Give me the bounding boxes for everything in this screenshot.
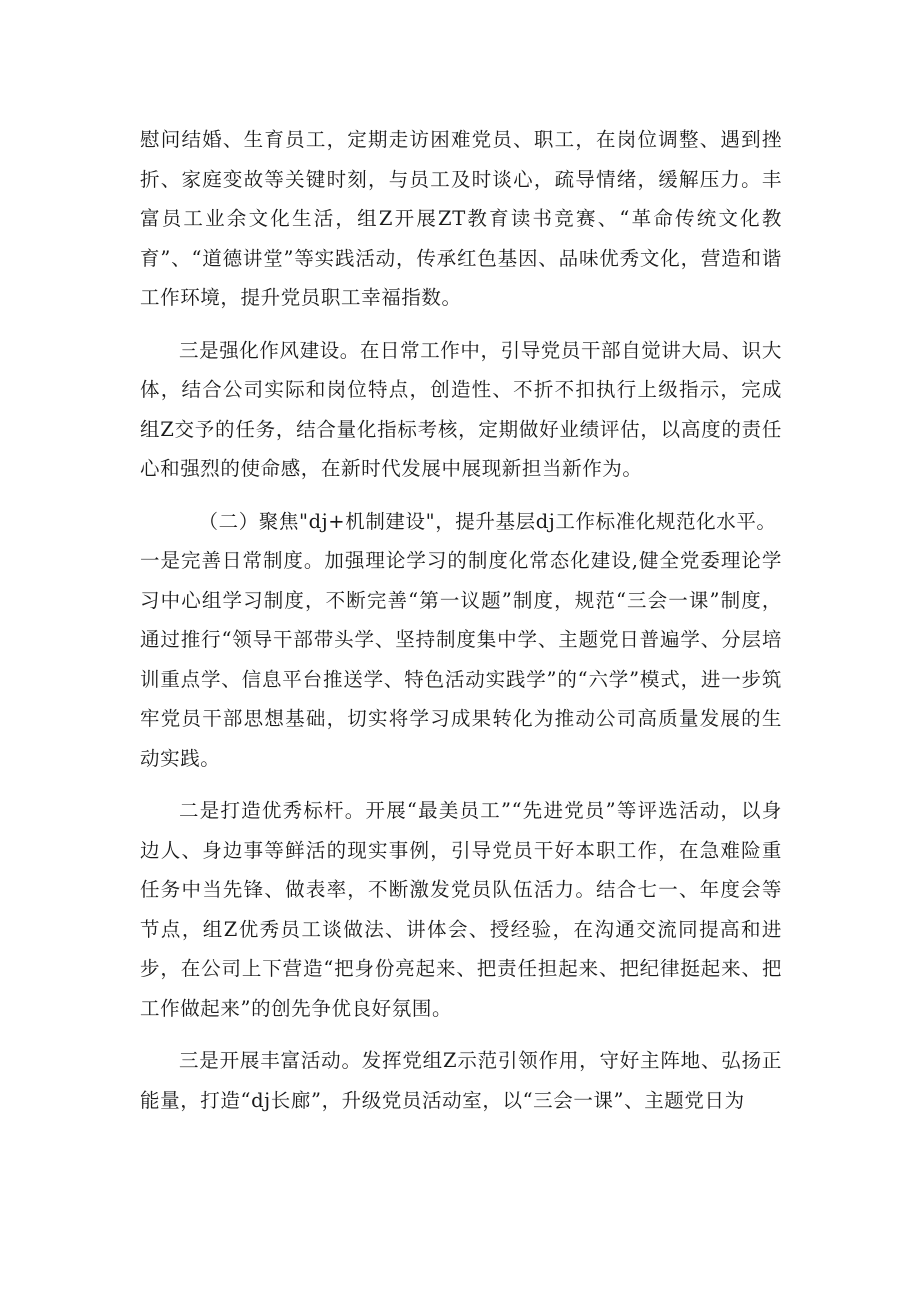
- paragraph-5: 三是开展丰富活动。发挥党组Z示范引领作用，守好主阵地、弘扬正能量，打造“dj长廊”，升级党员活动室，以“三会一课”、主题党日为: [140, 1049, 782, 1112]
- paragraph-3: 一是完善日常制度。加强理论学习的制度化常态化建设,健全党委理论学习中心组学习制度，不断完善“第一议题”制度，规范“三会一课”制度，通过推行“领导干部带头学、坚持制度集中学、主题党日普遍学、分层培训重点学、信息平台推送学、特色活动实践学”的“六学”模式，进一步筑牢党员干部思想基础，切实将学习成果转化为推动公司高质量发展的生动实践。: [140, 549, 782, 770]
- paragraph-2: 三是强化作风建设。在日常工作中，引导党员干部自觉讲大局、识大体，结合公司实际和岗位特点，创造性、不折不扣执行上级指示，完成组Z交予的任务，结合量化指标考核，定期做好业绩评估，以高度的责任心和强烈的使命感，在新时代发展中展现新担当新作为。: [140, 338, 783, 480]
- paragraph-1: 慰问结婚、生育员工，定期走访困难党员、职工，在岗位调整、遇到挫折、家庭变故等关键时刻，与员工及时谈心，疏导情绪，缓解压力。丰富员工业余文化生活，组Z开展ZT教育读书竞赛、“革命传统文化教育”、“道德讲堂”等实践活动，传承红色基因、品味优秀文化，营造和谐工作环境，提升党员职工幸福指数。: [140, 128, 782, 309]
- section-heading: （二）聚焦"dj+机制建设"，提升基层dj工作标准化规范化水平。: [198, 509, 777, 533]
- paragraph-4: 二是打造优秀标杆。开展“最美员工”“先进党员”等评选活动，以身边人、身边事等鲜活的现实事例，引导党员干好本职工作，在急难险重任务中当先锋、做表率，不断激发党员队伍活力。结合七一、年度会等节点，组Z优秀员工谈做法、讲体会、授经验，在沟通交流同提高和进步，在公司上下营造“把身份亮起来、把责任担起来、把纪律挺起来、把工作做起来”的创先争优良好氛围。: [140, 799, 782, 1020]
